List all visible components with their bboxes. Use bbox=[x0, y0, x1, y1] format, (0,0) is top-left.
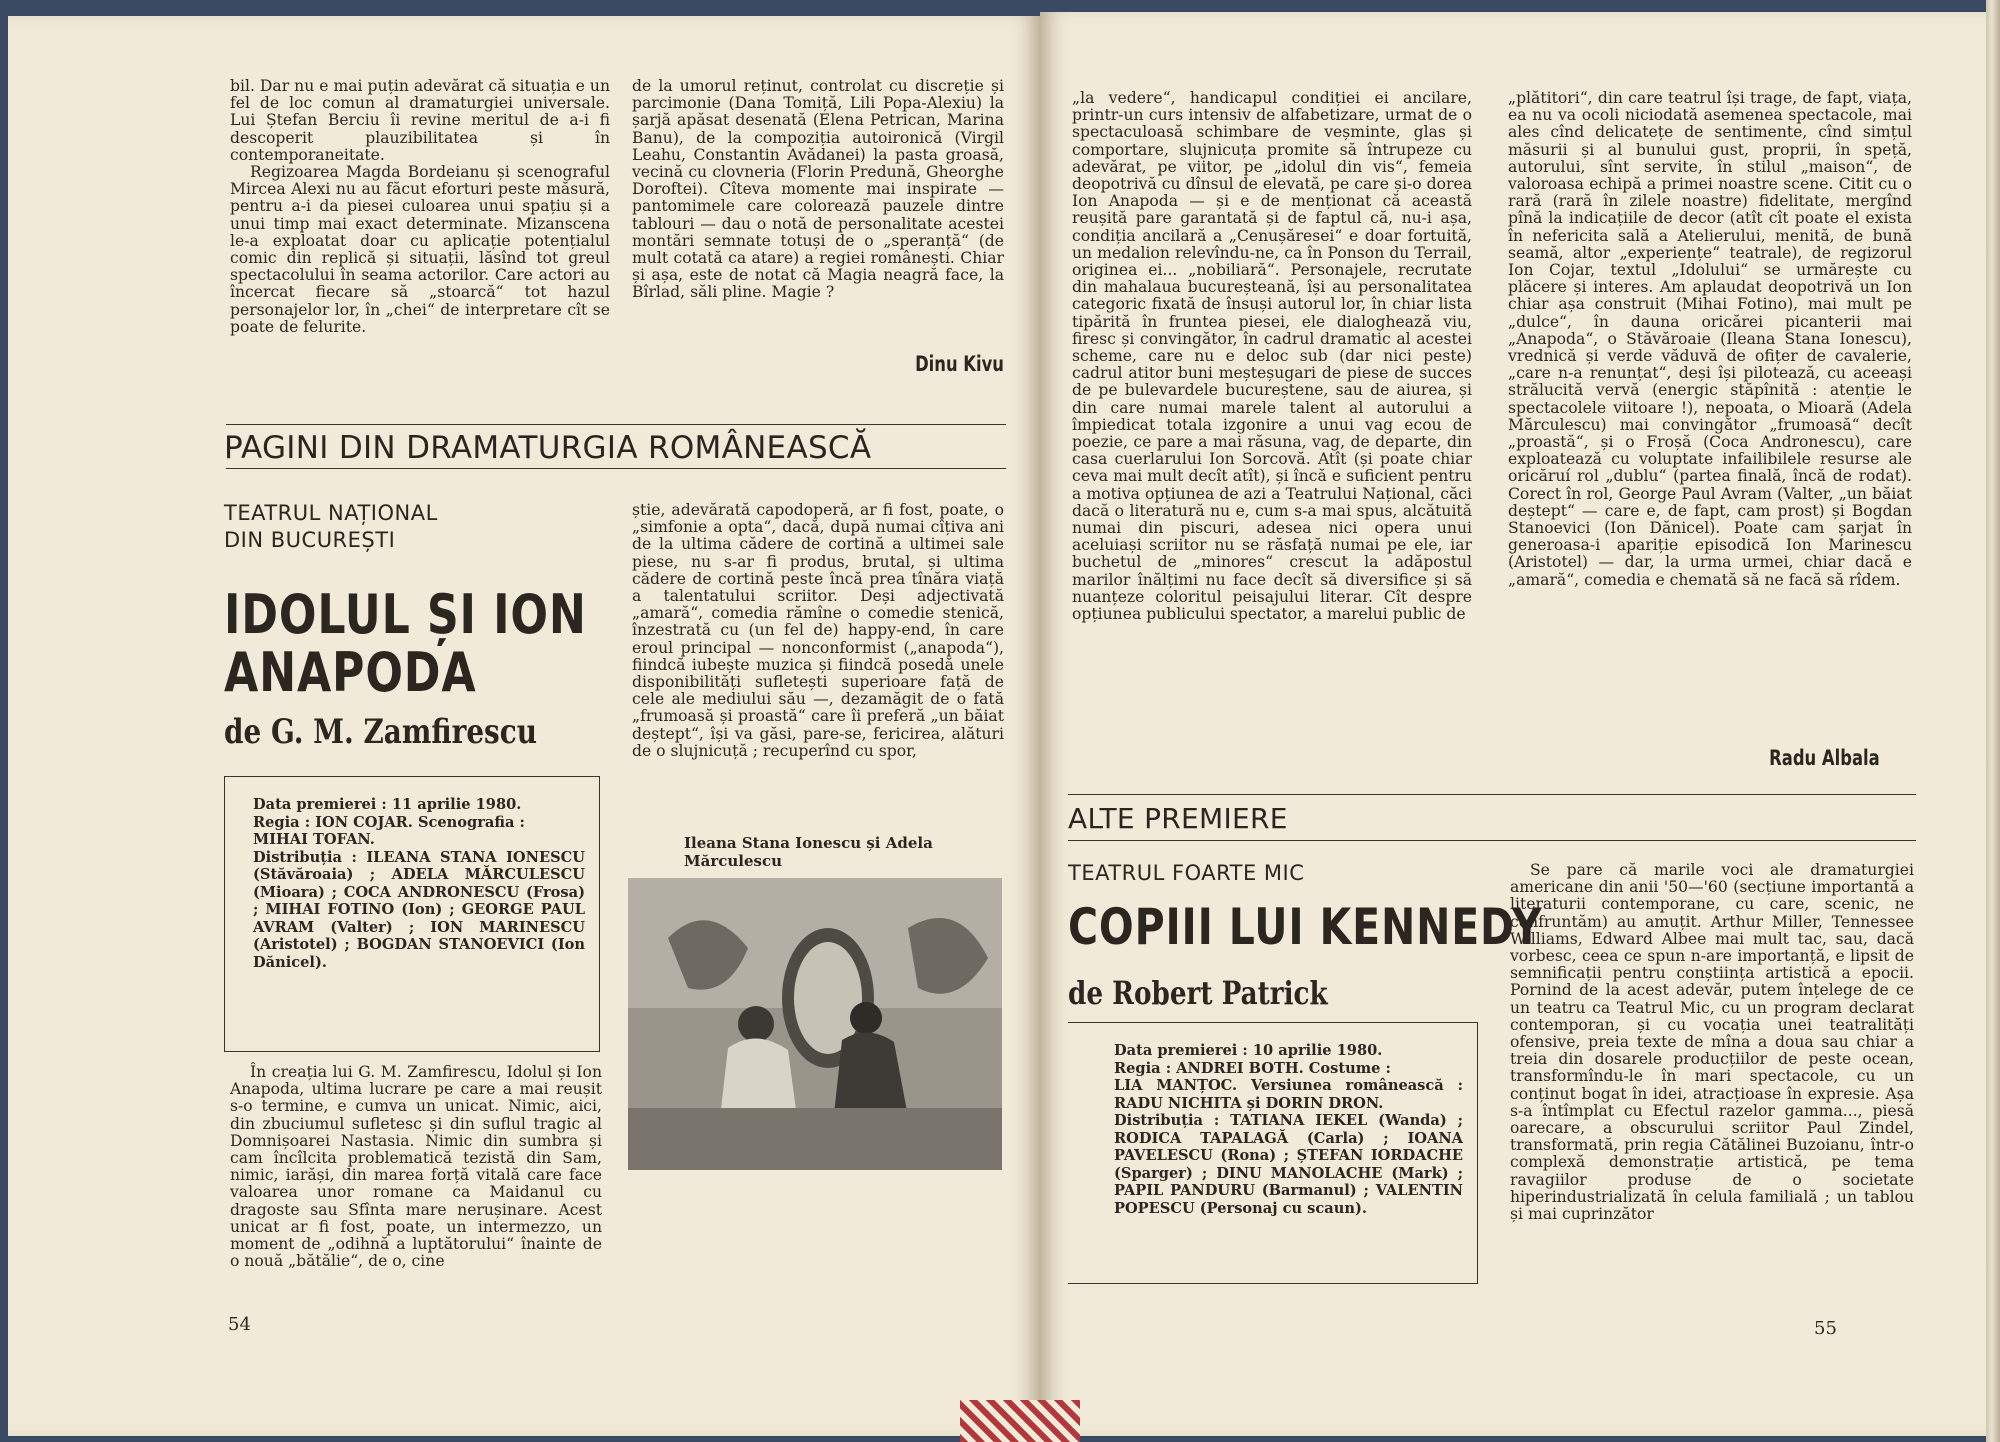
cast-list: Distribuția : TATIANA IEKEL (Wanda) ; RODICA TAPALAGĂ (Carla) ; IOANA PAVELESCU (Rona) ; ȘTEFAN IORDACHE (Sparger) ; DINU MANOLACHE (Mark) ; PAPIL PANDURU (Barmanul) ; VALENTIN POPESCU (Personaj cu scaun). bbox=[1114, 1112, 1463, 1217]
page-number-right: 55 bbox=[1814, 1318, 1837, 1339]
theatre-name-right: TEATRUL FOARTE MIC bbox=[1068, 861, 1305, 885]
left-page bbox=[8, 16, 1040, 1436]
premiere-date: Data premierei : 10 aprilie 1980. bbox=[1114, 1042, 1383, 1059]
section-heading-alte-premiere: ALTE PREMIERE bbox=[1068, 802, 1288, 835]
paragraph: „plătitori“, din care teatrul își trage, de fapt, viața, ea nu va ocoli niciodată asemenea spectacole, mai ales cînd delicatețe de sentimente, cînd simțul măsurii și al bunului gust, proprii, în speță, autorului, sînt servite, în stilul „maison“, de valoroasa echipă a primei noastre scene. Citit cu o rară (rară în zilele noastre) fidelitate, mergînd pînă la indicațiile de decor (atît cît poate el exista în nefericita sală a Atelierului, menită, de bună seamă, altor „experiențe“ teatrale), de regizorul Ion Cojar, textul „Idolului“ se urmărește cu plăcere și interes. Am aplaudat deopotrivă un Ion chiar așa construit (Mihai Fotino), mai mult pe „dulce“, în dauna oricărei picanterii mai „Anapoda“, o Stăvăroaie (Ileana Stana Ionescu), vrednică și verde văduvă de ofițer de cavalerie, „care n-a renunțat“, deși își pilotează, cu aceeași strălucită vervă (energic stăpînită : atenție le spectacolele viitoare !), nepoata, o Mioară (Adela Mărculescu) mai convingător „frumoasă“ decît „proastă“, și o Froșă (Coca Andronescu), care exploatează cu voluptate infailibilele resurse ale oricăruí rol „dublu“ (partea finală, încă de rodat). Corect în rol, George Paul Avram (Valter, „un băiat deștept“ — care e, de fapt, cam prost) și Bogdan Stanoevici (Ion Dănicel). Poate cam șarjat în generoasa-i apariție episodică Ion Marinescu (Aristotel) — dar, la urma urmei, chiar dacă e „amară“, comedia e chemată să ne facă să rîdem. bbox=[1508, 89, 1912, 589]
book-edge bbox=[1986, 0, 2000, 1442]
scenography-credit: MIHAI TOFAN. bbox=[253, 831, 375, 848]
photo-caption: Ileana Stana Ionescu și Adela Mărculescu bbox=[684, 834, 933, 870]
cast-list: Distribuția : ILEANA STANA IONESCU (Stăvăroaia) ; ADELA MĂRCULESCU (Mioara) ; COCA ANDRONESCU (Frosa) ; MIHAI FOTINO (Ion) ; GEORGE PAUL AVRAM (Valter) ; ION MARINESCU (Aristotel) ; BOGDAN STANOEVICI (Ion Dănicel). bbox=[253, 848, 585, 971]
paragraph: bil. Dar nu e mai puțin adevărat că situația e un fel de loc comun al dramaturgiei universale. Lui Ștefan Berciu îi revine meritul de a-i fi descoperit plauzibilitatea și în contemporaneitate. bbox=[230, 77, 610, 164]
premiere-date: Data premierei : 11 aprilie 1980. bbox=[253, 796, 522, 813]
book-binding-cloth bbox=[960, 1400, 1080, 1442]
paragraph: În creația lui G. M. Zamfirescu, Idolul și Ion Anapoda, ultima lucrare pe care a mai reușit s-o termine, e cumva un unicat. Nimic, aici, din zbuciumul sufletesc și din suflul tragic al Domnișoarei Nastasia. Nimic din sumbra și cam încîlcita problematică tezistă din Sam, nimic, iarăși, din marea forță vitală care face valoarea unor romane ca Maidanul cu dragoste sau Sfînta mare nerușinare. Acest unicat ar fi fost, poate, un intermezzo, un moment de „odihnă a luptătorului“ înainte de o nouă „bătălie“, de o, cine bbox=[230, 1063, 602, 1271]
left-top-column-1 bbox=[230, 78, 610, 336]
left-body-column-2 bbox=[632, 502, 1004, 760]
theatre-line: DIN BUCUREȘTI bbox=[224, 528, 396, 552]
alte-rule-bottom bbox=[1068, 840, 1916, 841]
direction-credit: Regia : ANDREI BOTH. Costume : bbox=[1114, 1059, 1391, 1077]
section-rule-top bbox=[226, 424, 1006, 425]
right-top-column-2 bbox=[1508, 90, 1912, 589]
play-title-line: IDOLUL ȘI ION bbox=[224, 583, 587, 646]
direction-credit: Regia : ION COJAR. Scenografia : bbox=[253, 813, 525, 831]
paragraph: de la umorul reținut, controlat cu discreție și parcimonie (Dana Tomiță, Lili Popa-Alexiu) la șarjă apăsat desenată (Elena Petrican, Marina Banu), de la compoziția autoironică (Virgil Leahu, Constantin Avădanei) la pasta groasă, vecină cu clovneria (Florin Predună, Gheorghe Dorofteі). Cîteva momente mai inspirate — pantomimele care colorează pauzele dintre tablouri — dau o notă de personalitate acestei montări semnate totuși de o „speranță“ (de mult cotată ca atare) a regiei românești. Chiar și așa, este de notat că Magia neagră face, la Bîrlad, săli pline. Magie ? bbox=[632, 77, 1004, 302]
stage-photo-illustration bbox=[628, 878, 1002, 1170]
credits-box bbox=[224, 776, 600, 1052]
signature-dinu-kivu: Dinu Kivu bbox=[915, 352, 1004, 376]
left-top-column-2 bbox=[632, 78, 1004, 302]
right-body-column bbox=[1510, 862, 1914, 1223]
play-title-right: COPIII LUI KENNEDY bbox=[1068, 898, 1543, 956]
paragraph: „la vedere“, handicapul condiției ei ancilare, printr-un curs intensiv de alfabetizare, urmat de o spectaculoasă schimbare de veșminte, glas și comportare, slujnicuța promite să întrupeze cu adevărat, pe viitor, pe „idolul din vis“, femeia deopotrivă cu dînsul de elevată, pe care și-o dorea Ion Anapoda — și e de menționat că această reușită pare garantată și de faptul că, nu-i așa, condiția ancilară a „Cenușăresei“ e doar fortuită, un medalion relevîndu-ne, ca în Ponson du Terrail, originea ei... „nobiliară“. Personajele, recrutate din mahalaua bucureșteană, își au personalitatea categoric fixată de însuși autorul lor, în chiar lista tipărită în fruntea piesei, ele dialoghează viu, firesc și convingător, în cadrul dramatic al acestei scheme, care nu e deloc sub (dar nici peste) cadrul atitor buni meșteșugari de piese de succes de pe bulevardele bucureștene, sau de aiurea, și din care numai marele talent al autorului a împiedicat totala izgonire a unui vag ecou de poezie, ce pare a mai răsuna, vag, de departe, din casa cuerlarului Ion Sorcovă. Atît (și poate chiar ceva mai mult decît atît), și încă e suficient pentru a motiva opțiunea de azi a Teatrului Național, căci dacă o literatură nu e, cum s-a mai spus, alcătuită numai din piscuri, adesea nici opera unui aceluiași scriitor nu se răsfață numai pe ele, iar buchetul de „minores“ crescut la adăpostul marilor înălțimi nu face decît să diversifice și să nuanțeze coloritul peisajului literar. Cît despre opțiunea publicului spectator, a marelui public de bbox=[1072, 89, 1472, 624]
paragraph: știe, adevărată capodoperă, ar fi fost, poate, o „simfonie a opta“, dacă, după numai cîțiva ani de la ultima cădere de cortină a ultimei sale piese, nu s-ar fi produs, brutal, și ultima cădere de cortină peste încă prea tînăra viață a talentatului scriitor. Deși adjectivată „amară“, comedia rămîne o comedie stenică, înzestrată cu (un fel de) happy-end, în care eroul principal — nonconformist („anapoda“), fiindcă iubește muzica și fiindcă posedă unele disponibilități sufletești superioare față de cele ale mediului său —, dezamăgit de o fată „frumoasă și proastă“ care îi preferă „un băiat deștept“, își va găsi, pare-se, fericirea, alături de o slujnicuță ; recuperînd cu spor, bbox=[632, 501, 1004, 760]
play-title-line: ANAPODA bbox=[224, 641, 477, 704]
section-heading: PAGINI DIN DRAMATURGIA ROMÂNEASCĂ bbox=[224, 430, 872, 466]
theatre-line: TEATRUL NAȚIONAL bbox=[224, 501, 438, 525]
translation-credit: LIA MANȚOC. Versiunea românească : RADU NICHITA și DORIN DRON. bbox=[1114, 1077, 1463, 1112]
page-number-left: 54 bbox=[228, 1314, 251, 1335]
paragraph: Se pare că marile voci ale dramaturgiei americane din anii '50—'60 (secțiune importantă a literaturii contemporane, cu care, scenic, ne confruntăm) au amuțit. Arthur Miller, Tennessee Williams, Edward Albee mai mult tac, sau, dacă vorbesc, ceea ce spun n-are importanță, e lipsit de semnificații pentru conștiința artistică a epocii. Pornind de la acest adevăr, putem înțelege de ce un teatru ca Teatrul Mic, cu un program declarat contemporan, și cu vocația unei teatralități ofensive, preia texte de mîna a doua sau chiar a treia din dosarele producțiilor de peste ocean, transformîndu-le în mari spectacole, cu un conținut bogat în idei, atracțioase în expresie. Așa s-a întîmplat cu Efectul razelor gamma..., piesă oarecare, a obscurului scriitor Paul Zindel, transformată, prin regia Cătălinei Buzoianu, într-o complexă demonstrație artistică, pe tema ravagiilor produse de o societate hiperindustrializată în celula familială ; un tablou și mai cuprinzător bbox=[1510, 861, 1914, 1224]
production-photo bbox=[628, 878, 1002, 1170]
play-author: de G. M. Zamfirescu bbox=[224, 712, 537, 752]
play-title bbox=[224, 583, 587, 704]
right-top-column-1 bbox=[1072, 90, 1472, 623]
credits-box-right bbox=[1068, 1022, 1478, 1284]
left-body-column-1 bbox=[230, 1064, 602, 1270]
alte-rule-top bbox=[1068, 794, 1916, 795]
section-rule-bottom bbox=[226, 468, 1006, 469]
paragraph: Regizoarea Magda Bordeianu și scenograful Mircea Alexi nu au făcut eforturi peste măsură, pentru a-i da piesei culoarea unui spațiu și a unui timp mai exact determinate. Mizanscena le-a exploatat doar cu aplicație potențialul comic din replică și situații, lăsînd tot greul spectacolului în seama actorilor. Care actori au încercat fiecare să „stoarcă“ tot hazul personajelor lor, în „chei“ de interpretare cît se poate de felurite. bbox=[230, 163, 610, 336]
signature-radu-albala: Radu Albala bbox=[1769, 746, 1880, 770]
theatre-name bbox=[224, 500, 438, 554]
right-page bbox=[1040, 12, 1986, 1436]
play-author-right: de Robert Patrick bbox=[1068, 974, 1328, 1012]
